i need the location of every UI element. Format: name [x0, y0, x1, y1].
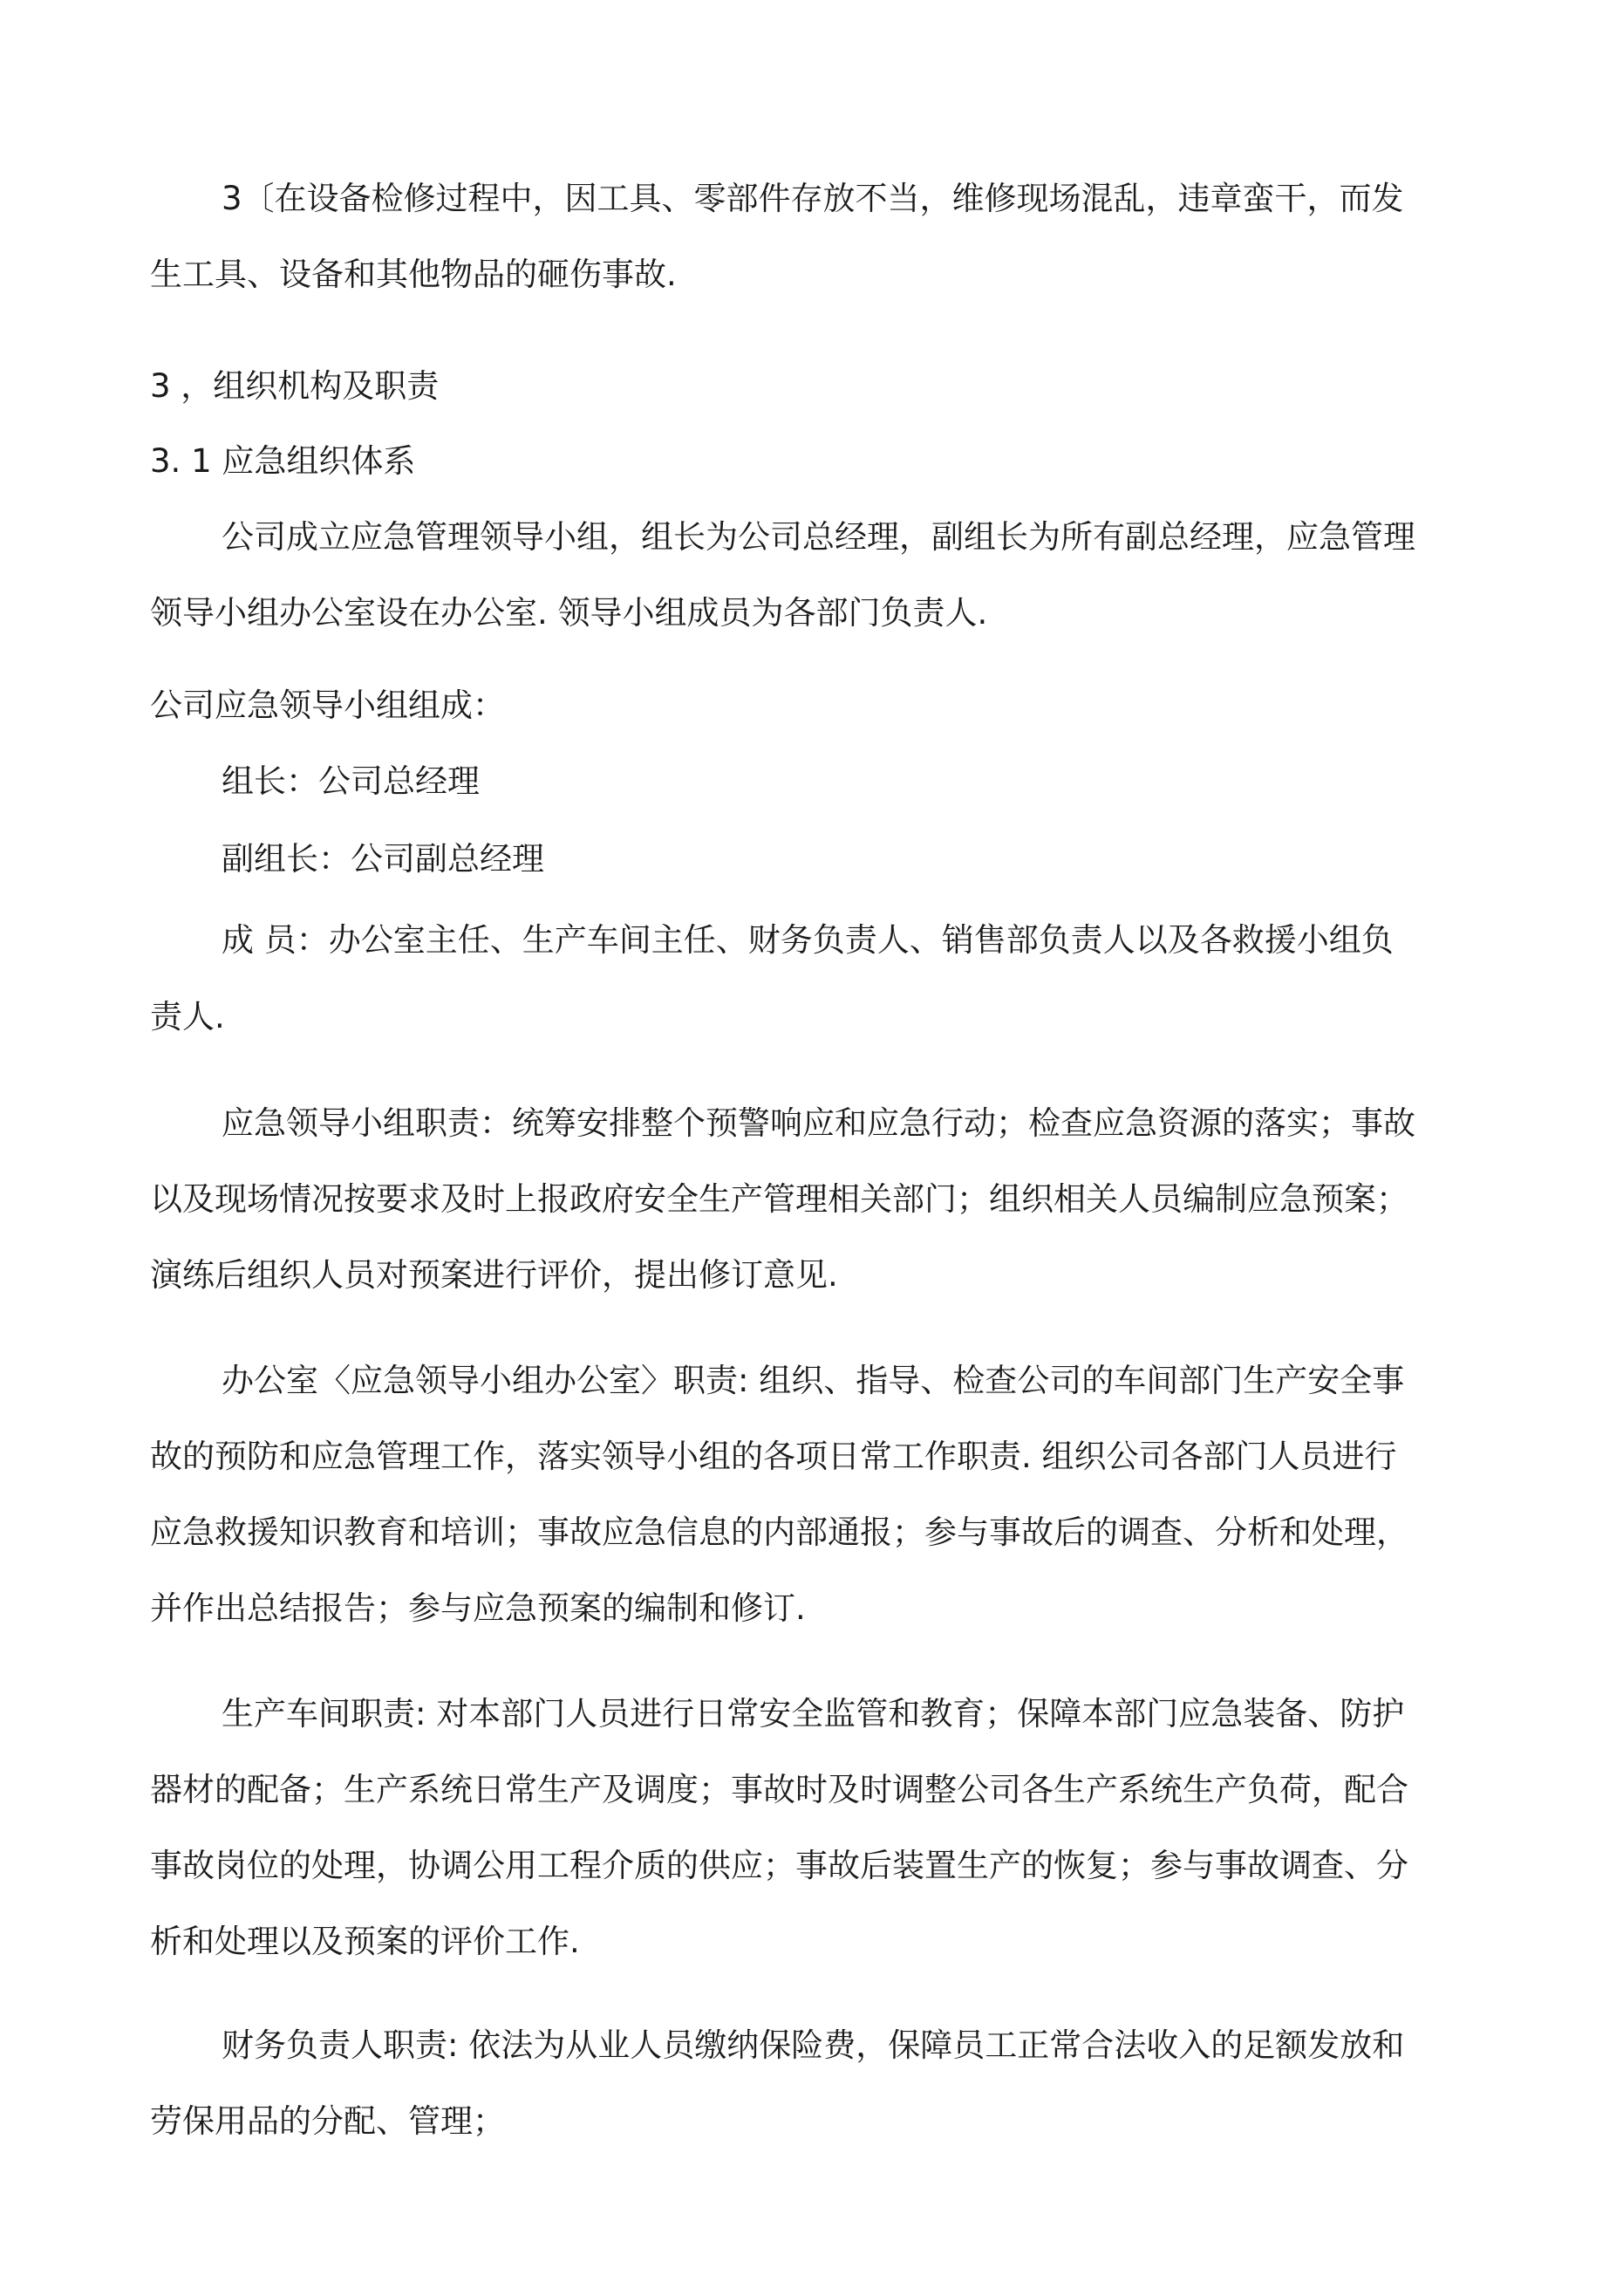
paragraph-line: 财务负责人职责: 依法为从业人员缴纳保险费，保障员工正常合法收入的足额发放和 — [222, 2026, 1405, 2064]
paragraph-line: 生工具、设备和其他物品的砸伤事故. — [150, 256, 677, 293]
paragraph-line: 成 员：办公室主任、生产车间主任、财务负责人、销售部负责人以及各救援小组负 — [222, 921, 1394, 959]
paragraph-line: 应急领导小组职责：统筹安排整个预警响应和应急行动；检查应急资源的落实；事故 — [222, 1104, 1415, 1142]
paragraph-line: 演练后组织人员对预案进行评价，提出修订意见. — [150, 1256, 838, 1294]
paragraph-line: 3〔在设备检修过程中，因工具、零部件存放不当，维修现场混乱，违章蛮干，而发 — [222, 180, 1404, 217]
subsection-heading: 3. 1 应急组织体系 — [150, 442, 416, 480]
paragraph-line: 劳保用品的分配、管理； — [150, 2102, 505, 2140]
paragraph-line: 领导小组办公室设在办公室. 领导小组成员为各部门负责人. — [150, 594, 988, 632]
paragraph-line: 公司应急领导小组组成： — [150, 687, 505, 724]
paragraph-line: 副组长：公司副总经理 — [222, 840, 544, 878]
paragraph-line: 以及现场情况按要求及时上报政府安全生产管理相关部门；组织相关人员编制应急预案； — [150, 1180, 1408, 1218]
paragraph-line: 责人. — [150, 998, 225, 1035]
paragraph-line: 故的预防和应急管理工作，落实领导小组的各项日常工作职责. 组织公司各部门人员进行 — [150, 1438, 1397, 1475]
section-heading: 3 ，组织机构及职责 — [150, 367, 440, 405]
paragraph-line: 并作出总结报告；参与应急预案的编制和修订. — [150, 1589, 806, 1627]
paragraph-line: 办公室〈应急领导小组办公室〉职责: 组织、指导、检查公司的车间部门生产安全事 — [222, 1362, 1405, 1399]
paragraph-line: 公司成立应急管理领导小组，组长为公司总经理，副组长为所有副总经理，应急管理 — [222, 518, 1415, 556]
paragraph-line: 组长：公司总经理 — [222, 762, 480, 800]
paragraph-line: 析和处理以及预案的评价工作. — [150, 1923, 580, 1960]
paragraph-line: 器材的配备；生产系统日常生产及调度；事故时及时调整公司各生产系统生产负荷，配合 — [150, 1771, 1408, 1808]
paragraph-line: 生产车间职责: 对本部门人员进行日常安全监管和教育；保障本部门应急装备、防护 — [222, 1695, 1405, 1732]
paragraph-line: 事故岗位的处理，协调公用工程介质的供应；事故后装置生产的恢复；参与事故调查、分 — [150, 1847, 1408, 1884]
paragraph-line: 应急救援知识教育和培训；事故应急信息的内部通报；参与事故后的调查、分析和处理， — [150, 1514, 1408, 1551]
